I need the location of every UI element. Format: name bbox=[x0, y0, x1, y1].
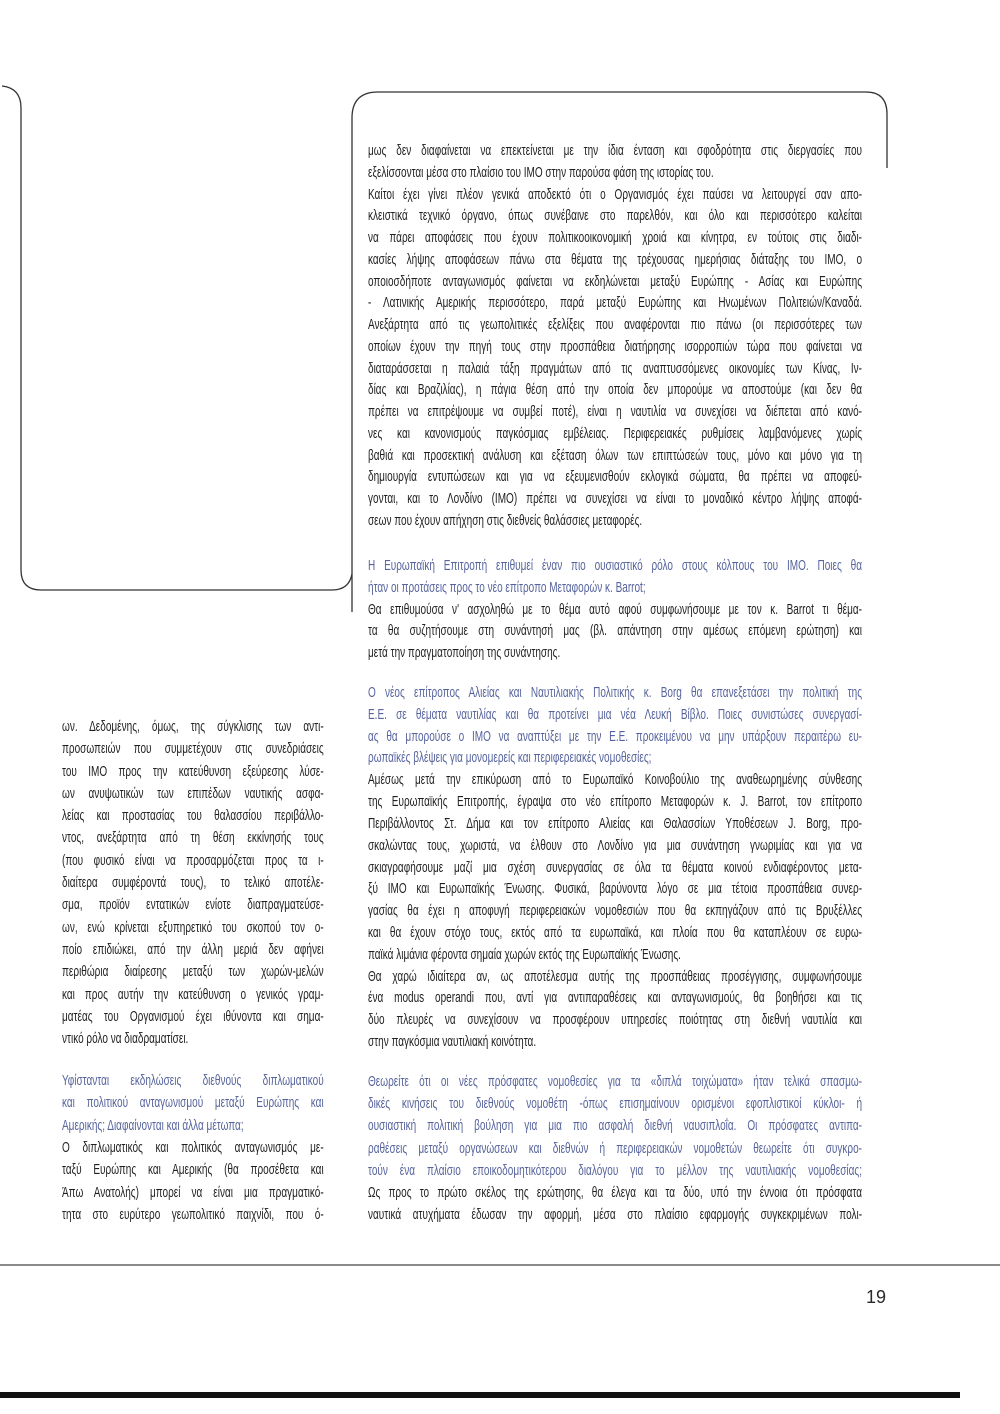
text-line: Άπω Ανατολής) μπορεί να είναι μια πραγματικό- bbox=[62, 1183, 324, 1201]
text-line: πρέπει να επιτρέψουμε να συμβεί ποτέ), είναι η ναυτιλία να συνεχίσει να διέπεται από κανό- bbox=[368, 403, 862, 421]
text-line: ματέας του Οργανισμού έχει ιθύνοντα και σημα- bbox=[62, 1007, 324, 1025]
text-line: Θα χαρώ ιδιαίτερα αν, ως αποτέλεσμα αυτής της προσπάθειας προσέγγισης, συμφωνήσουμε bbox=[368, 967, 862, 985]
text-line: της Ευρωπαϊκής Επιτροπής, έγραψα στο νέο επίτροπο Μεταφορών κ. J. Barrot, τον επίτροπο bbox=[368, 793, 862, 811]
question-text bbox=[368, 1071, 862, 1182]
right-column bbox=[368, 0, 862, 1250]
text-line: οποιοσδήποτε ανταγωνισμός φαίνεται να εκδηλώνεται μεταξύ Ευρώπης - Ασίας και Ευρώπης bbox=[368, 272, 862, 290]
right-intro-block bbox=[368, 140, 862, 532]
question-line: ας θα μπορούσε ο ΙΜΟ να αναπτύξει με την Ε.Ε. προκειμένου να μην υπάρξουν περαιτέρω ευ- bbox=[368, 727, 862, 745]
question-line: Η Ευρωπαϊκή Επιτροπή επιθυμεί έναν πιο ουσιαστικό ρόλο στους κόλπους του ΙΜΟ. Ποιες θα bbox=[368, 557, 862, 574]
question-line: Αμερικής; Διαφαίνονται και άλλα μέτωπα; bbox=[62, 1116, 244, 1134]
text-line: παϊκά λιμάνια φέροντα σημαία χωρών εκτός της Ευρωπαϊκής Ένωσης. bbox=[368, 945, 681, 963]
text-line: ντος, ανεξάρτητα από τη θέση εκκίνησής τους bbox=[62, 829, 324, 847]
answer-text bbox=[62, 716, 324, 1050]
right-qa1-block bbox=[368, 555, 862, 664]
text-line: δημιουργία εντυπώσεων και για να εξευμενισθούν εκλογικά σώματα, θα πρέπει να αποφεύ- bbox=[368, 468, 862, 486]
answer-text bbox=[368, 769, 862, 1053]
text-line: γασίας θα έχει η αποφυγή περιφερειακών νομοθεσιών που θα εκπηγάζουν από τις Βρυξέλλες bbox=[368, 902, 862, 920]
text-line: Ως προς το πρώτο σκέλος της ερώτησης, θα έλεγα και τα δύο, υπό την έννοια ότι πρόσφατα bbox=[368, 1183, 862, 1201]
text-line: κασίες λήψης αποφάσεων πάνω στα θέματα της τρέχουσας ημερήσιας διάταξης του ΙΜΟ, ο bbox=[368, 250, 862, 268]
question-line: ρωπαϊκές βλέψεις για μονομερείς και περιφερειακές νομοθεσίες; bbox=[368, 749, 652, 767]
text-line: δύο πλευρές να συνεχίσουν να προσφέρουν υπηρεσίες ποιότητας στη διεθνή ναυτιλία και bbox=[368, 1011, 862, 1029]
text-line: εξελίσσονται μέσα στο πλαίσιο του ΙΜΟ στην παρούσα φάση της ιστορίας του. bbox=[368, 163, 714, 181]
answer-text bbox=[62, 1137, 324, 1226]
text-line: σκαλώντας τους, χωριστά, να έλθουν στο Λονδίνο για μια συνάντηση γνωριμίας και για να bbox=[368, 836, 862, 854]
text-line: βαθιά και προσεκτική ανάλυση και εξέταση όλων των επιπτώσεών τους, μόνο και μόνο για τη bbox=[368, 446, 862, 464]
text-line: σεων που έχουν απήχηση στις διεθνείς θαλάσσιες μεταφορές. bbox=[368, 512, 643, 530]
text-line: κλειστικά τεχνικό όργανο, όπως συνέβαινε στο παρελθόν, και όλο και περισσότερο καλείται bbox=[368, 207, 862, 225]
text-line: γονται, και το Λονδίνο (ΙΜΟ) πρέπει να συνεχίσει να είναι το μοναδικό κέντρο λήψης αποφά- bbox=[368, 490, 862, 508]
text-line: τητα στο ευρύτερο γεωπολιτικό παιχνίδι, που ό- bbox=[62, 1205, 324, 1223]
text-line: Θα επιθυμούσα ν' ασχοληθώ με το θέμα αυτό αφού συμφωνήσουμε με τον κ. Barrot τι θέμα- bbox=[368, 600, 862, 618]
text-line: ντικό ρόλο να διαδραματίσει. bbox=[62, 1030, 189, 1048]
question-text bbox=[368, 555, 862, 599]
text-line: Ο διπλωματικός και πολιτικός ανταγωνισμός με- bbox=[62, 1138, 324, 1156]
right-qa3-block bbox=[368, 1071, 862, 1226]
text-line: (που φυσικό είναι να προσαρμόζεται προς τα ι- bbox=[62, 851, 324, 869]
text-line: οποίων έχουν την πηγή τους στην προσπάθεια διατήρησης ισορροπιών τώρα που φαίνεται να bbox=[368, 337, 862, 355]
text-line: μως δεν διαφαίνεται να επεκτείνεται με την ίδια ένταση και σφοδρότητα στις διεργασίες που bbox=[368, 142, 862, 159]
answer-text bbox=[368, 140, 862, 532]
text-line: ναυτικά ατυχήματα έδωσαν την αφορμή, μέσα στο πλαίσιο εφαρμογής συγκεκριμένων πολι- bbox=[368, 1206, 862, 1224]
answer-text bbox=[368, 599, 862, 664]
question-line: ραθέσεις μεταξύ οργανώσεων και διεθνών ή περιφερειακών νομοθετών θεωρείτε ότι συγκρο- bbox=[368, 1139, 862, 1157]
question-line: Ε.Ε. σε θέματα ναυτιλίας και θα προτείνει μια νέα Λευκή Βίβλο. Ποιες συνιστώσες συνεργασί- bbox=[368, 705, 862, 723]
text-line: περιθώρια διαίρεσης μεταξύ των χωρών-μελών bbox=[62, 963, 324, 981]
text-line: μετά την πραγματοποίηση της συνάντησης. bbox=[368, 644, 561, 661]
text-line: διαίτερα συμφέροντά τους), το τελικό αποτέλε- bbox=[62, 874, 324, 892]
text-line: σμα, προϊόν εντατικών ενίοτε διαπραγματεύσε- bbox=[62, 896, 324, 914]
text-line: ταξύ Ευρώπης και Αμερικής (θα προσέθετα και bbox=[62, 1161, 324, 1179]
text-line: Περιβάλλοντος Στ. Δήμα και τον επίτροπο Αλιείας και Θαλασσίων Υποθέσεων J. Borg, προ- bbox=[368, 814, 862, 832]
left-intro-block bbox=[62, 716, 324, 1050]
text-line: ων ανυψωτικών των επιπέδων ναυτικής ασφα- bbox=[62, 784, 324, 802]
question-line: τούν ένα πλαίσιο εποικοδομητικότερου διαλόγου για το μέλλον της ναυτιλιακής νομοθεσίας; bbox=[368, 1161, 862, 1179]
question-line: Υφίστανται εκδηλώσεις διεθνούς διπλωματικού bbox=[62, 1072, 324, 1089]
text-line: και θα έχουν στόχο τους, εκτός από τα ευρωπαϊκά, και πλοία που θα καταπλέουν σε ευρω- bbox=[368, 923, 862, 941]
text-line: - Λατινικής Αμερικής περισσότερο, παρά μεταξύ Ευρώπης και Ηνωμένων Πολιτειών/Καναδά. bbox=[368, 294, 862, 312]
text-line: ένα modus operandi που, αντί για αντιπαραθέσεις και ανταγωνισμούς, θα βοηθήσει και τις bbox=[368, 989, 862, 1007]
question-text bbox=[368, 682, 862, 769]
answer-text bbox=[368, 1182, 862, 1226]
page-number: 19 bbox=[866, 1287, 887, 1307]
text-line: διαταράσσεται η παλαιά τάξη πραγμάτων από τις αναπτυσσόμενες οικονομίες των Κίνας, Ιν- bbox=[368, 359, 862, 377]
left-qa-block bbox=[62, 1070, 324, 1226]
question-line: δικές κινήσεις του διεθνούς νομοθέτη -όπως επισημαίνουν ορισμένοι εφοπλιστικοί κύκλοι- ή bbox=[368, 1095, 862, 1113]
text-line: ξύ ΙΜΟ και Ευρωπαϊκής Ένωσης. Φυσικά, βαρύνοντα λόγο σε μια τέτοια προσπάθεια συνερ- bbox=[368, 880, 862, 898]
question-line: Θεωρείτε ότι οι νέες πρόσφατες νομοθεσίες για τα «διπλά τοιχώματα» ήταν τελικά σπασμω- bbox=[368, 1073, 862, 1090]
text-line: νες και κανονισμούς παγκόσμιας εμβέλειας. Περιφερειακές ρυθμίσεις λαμβανόμενες χωρίς bbox=[368, 424, 862, 442]
text-line: να πάρει αποφάσεις που έχουν πολιτικοοικονομική χροιά και κίνητρα, εν τούτοις στις διαδι- bbox=[368, 229, 862, 247]
right-qa2-block bbox=[368, 682, 862, 1053]
text-line: σκιαγραφήσουμε μαζί μια σχέση συνεργασίας σε όλα τα θέματα κοινού ενδιαφέροντος μετα- bbox=[368, 858, 862, 876]
question-line: ουσιαστική πολιτική βούληση για μια πιο ασφαλή διεθνή ναυσιπλοΐα. Οι πρόσφατες αντιπα- bbox=[368, 1117, 862, 1135]
text-line: Αμέσως μετά την επικύρωση από το Ευρωπαϊκό Κοινοβούλιο της αναθεωρημένης σύνθεσης bbox=[368, 771, 862, 789]
text-line: ων. Δεδομένης, όμως, της σύγκλισης των αντι- bbox=[62, 718, 324, 735]
left-column bbox=[62, 0, 324, 1250]
text-line: Ανεξάρτητα από τις γεωπολιτικές εξελίξεις που αναφέρονται πιο πάνω (οι περισσότερες των bbox=[368, 316, 862, 334]
text-line: λείας και προστασίας του θαλασσίου περιβάλλο- bbox=[62, 807, 324, 825]
text-line: του ΙΜΟ προς την κατεύθυνση εξεύρεσης λύσε- bbox=[62, 762, 324, 780]
text-line: προσωπειών που συμμετέχουν στις συνεδριάσεις bbox=[62, 740, 324, 758]
question-line: ήταν οι προτάσεις προς το νέο επίτροπο Μεταφορών κ. Barrot; bbox=[368, 578, 646, 596]
text-line: και προς αυτήν την κατεύθυνση ο γενικός γραμ- bbox=[62, 985, 324, 1003]
text-line: Καίτοι έχει γίνει πλέον γενικά αποδεκτό ότι ο Οργανισμός έχει παύσει να λειτουργεί σαν απο- bbox=[368, 185, 862, 203]
text-line: δίας και Βραζιλίας), η πάγια θέση από την οποία δεν μπορούμε να αποστούμε (και δεν θα bbox=[368, 381, 862, 399]
text-line: τα θα συζητήσουμε στη συνάντησή μας (βλ. απάντηση στην αμέσως επόμενη ερώτηση) και bbox=[368, 622, 862, 640]
text-line: ποίο επιδιώκει, από την άλλη μεριά δεν αφήνει bbox=[62, 940, 324, 958]
question-line: και πολιτικού ανταγωνισμού μεταξύ Ευρώπης και bbox=[62, 1094, 324, 1112]
text-line: ων, ενώ κρίνεται εξυπηρετικό του σκοπού τον ο- bbox=[62, 918, 324, 936]
text-line: στην παγκόσμια ναυτιλιακή κοινότητα. bbox=[368, 1033, 537, 1050]
question-line: Ο νέος επίτροπος Αλιείας και Ναυτιλιακής Πολιτικής κ. Borg θα επανεξετάσει την πολιτική της bbox=[368, 684, 862, 701]
scanner-edge-bar bbox=[0, 1392, 960, 1398]
question-text bbox=[62, 1070, 324, 1137]
